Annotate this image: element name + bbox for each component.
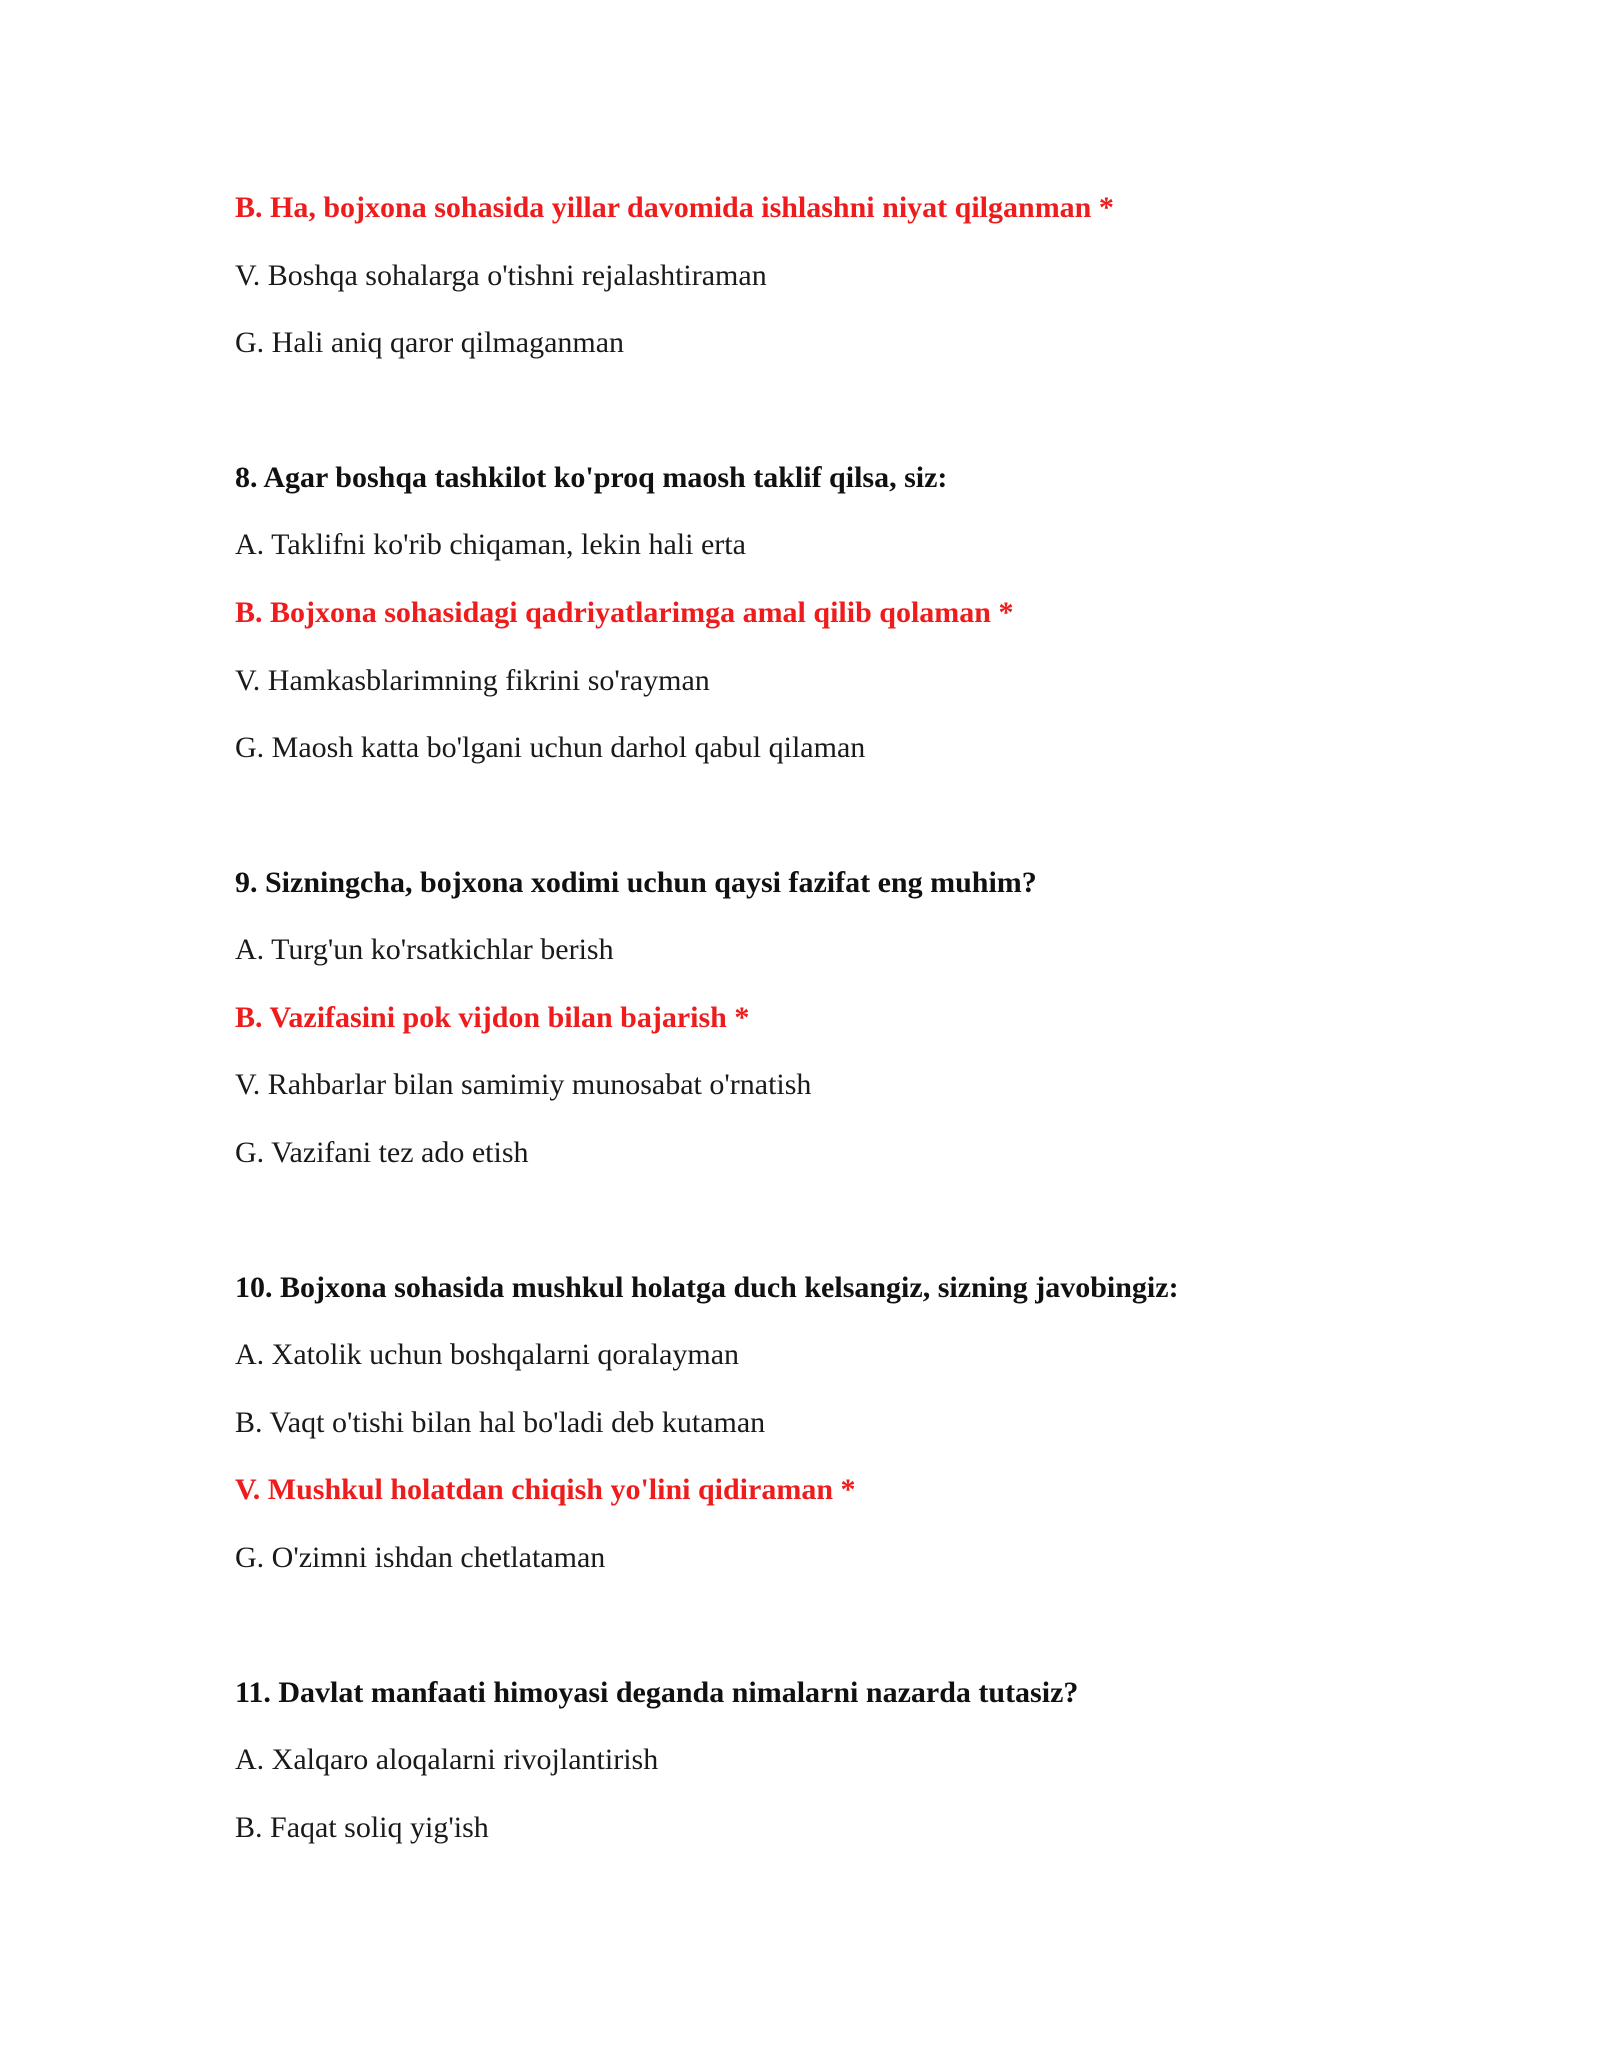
option-11-b: B. Faqat soliq yig'ish [235,1811,489,1844]
option-9-g: G. Vazifani tez ado etish [235,1136,529,1169]
option-9-a: A. Turg'un ko'rsatkichlar berish [235,933,614,966]
option-7-g: G. Hali aniq qaror qilmaganman [235,326,625,359]
option-9-b-correct: B. Vazifasini pok vijdon bilan bajarish * [235,1001,750,1034]
option-8-v: V. Hamkasblarimning fikrini so'rayman [235,664,710,697]
option-8-b-correct: B. Bojxona sohasidagi qadriyatlarimga amal qilib qolaman * [235,596,1014,629]
option-7-b-correct: B. Ha, bojxona sohasida yillar davomida ishlashni niyat qilganman * [235,191,1114,224]
option-10-g: G. O'zimni ishdan chetlataman [235,1541,606,1574]
option-11-a: A. Xalqaro aloqalarni rivojlantirish [235,1743,659,1776]
question-10: 10. Bojxona sohasida mushkul holatga duch kelsangiz, sizning javobingiz: [235,1271,1179,1304]
option-8-g: G. Maosh katta bo'lgani uchun darhol qabul qilaman [235,731,866,764]
option-9-v: V. Rahbarlar bilan samimiy munosabat o'rnatish [235,1068,812,1101]
option-10-v-correct: V. Mushkul holatdan chiqish yo'lini qidiraman * [235,1473,856,1506]
option-10-a: A. Xatolik uchun boshqalarni qoralayman [235,1338,740,1371]
question-11: 11. Davlat manfaati himoyasi deganda nimalarni nazarda tutasiz? [235,1676,1079,1709]
option-8-a: A. Taklifni ko'rib chiqaman, lekin hali erta [235,528,746,561]
option-10-b: B. Vaqt o'tishi bilan hal bo'ladi deb kutaman [235,1406,766,1439]
question-9: 9. Sizningcha, bojxona xodimi uchun qaysi fazifat eng muhim? [235,866,1037,899]
question-8: 8. Agar boshqa tashkilot ko'proq maosh taklif qilsa, siz: [235,461,948,494]
option-7-v: V. Boshqa sohalarga o'tishni rejalashtiraman [235,259,767,292]
